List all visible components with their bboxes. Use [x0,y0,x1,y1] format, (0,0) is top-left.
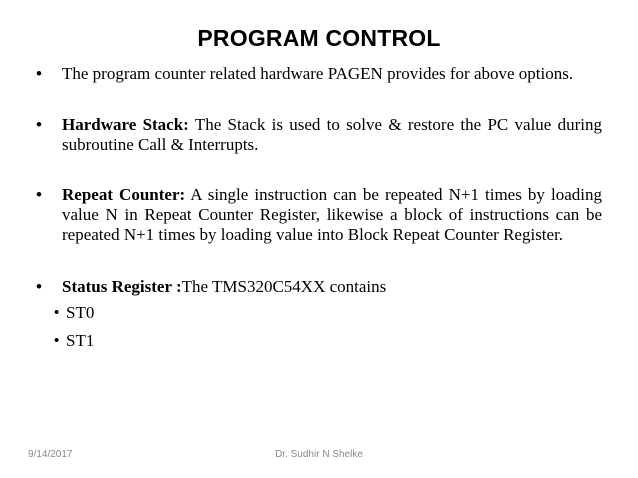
bullet-item [36,115,602,155]
footer-author: Dr. Sudhir N Shelke [275,449,363,460]
bullet-item [36,185,602,245]
bullet-text: A single instruction can be repeated N+1 times by loading value N in Repeat Counter Register, likewise a block of instructions can be repeated N+1 times by loading value into Block Repeat Counter Register. [62,185,602,244]
sub-bullet-item [54,331,602,351]
bullet-item [36,277,602,297]
sub-bullet-text: ST0 [66,303,95,322]
bullet-term: Repeat Counter: [62,185,186,204]
bullet-text: The Stack is used to solve & restore the PC value during subroutine Call & Interrupts. [62,115,603,154]
bullet-term: Hardware Stack: [62,115,189,134]
bullet-list [36,64,602,359]
bullet-text: The program counter related hardware PAGEN provides for above options. [62,64,574,83]
sub-bullet-icon: • [54,332,60,349]
slide-title: PROGRAM CONTROL [197,25,441,51]
bullet-icon: • [36,185,42,204]
bullet-icon: • [36,64,42,83]
bullet-term: Status Register : [62,277,182,296]
footer-date: 9/14/2017 [28,449,73,460]
sub-bullet-icon: • [54,304,60,321]
sub-bullet-list [54,303,602,351]
bullet-icon: • [36,277,42,296]
bullet-item [36,64,602,84]
bullet-icon: • [36,115,42,134]
sub-bullet-text: ST1 [66,331,95,350]
bullet-text: The TMS320C54XX contains [181,277,387,296]
sub-bullet-item [54,303,602,323]
